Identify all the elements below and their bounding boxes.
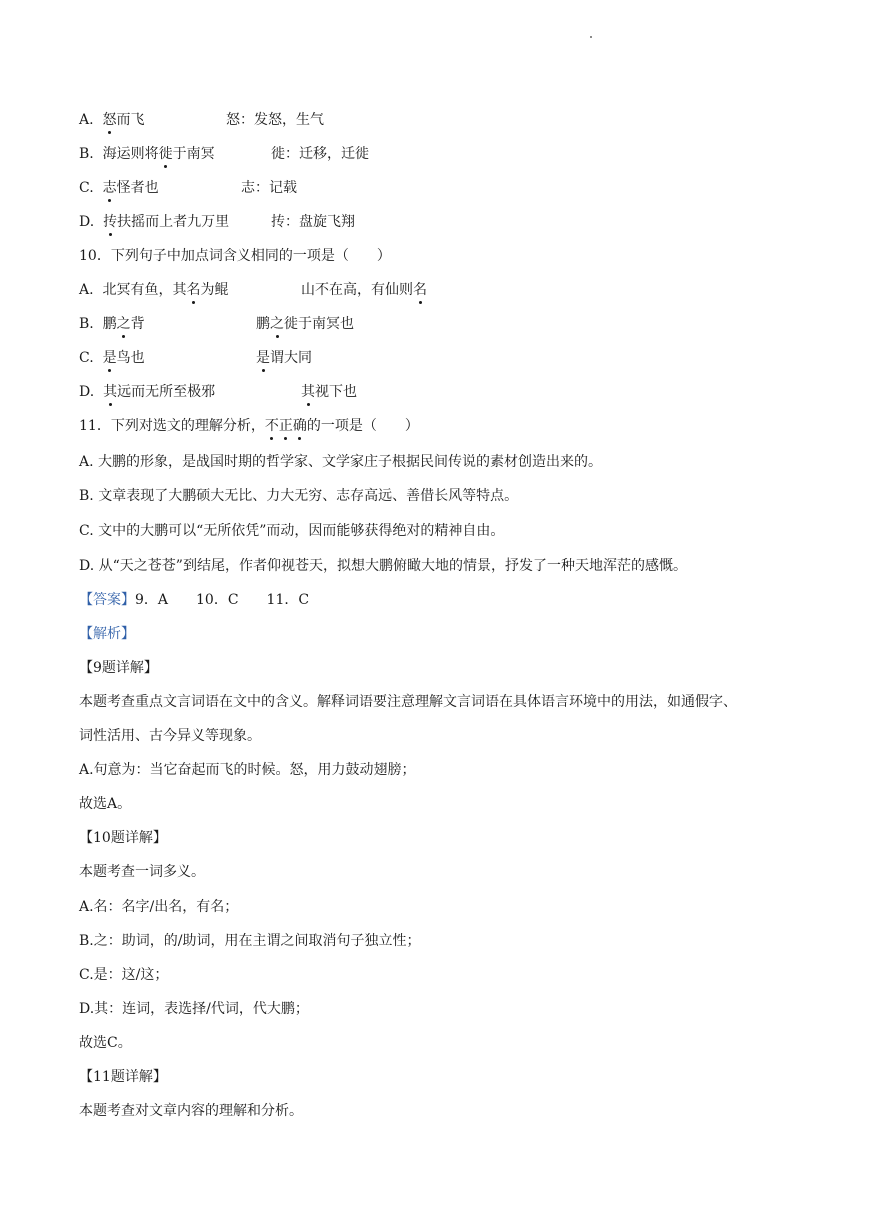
analysis-line: 本题考查对文章内容的理解和分析。 bbox=[79, 1103, 303, 1119]
q11-option-a: A. 大鹏的形象，是战国时期的哲学家、文学家庄子根据民间传说的素材创造出来的。 bbox=[79, 454, 603, 470]
q10-option-b-right: 鹏之徙于南冥也 bbox=[256, 316, 354, 332]
q9-option-c: C. 志怪者也 bbox=[79, 180, 159, 196]
q9-option-b: B. 海运则将徙于南冥 bbox=[79, 146, 215, 162]
analysis-label: 【解析】 bbox=[79, 626, 135, 642]
analysis-heading-9: 【9题详解】 bbox=[79, 660, 158, 676]
header-mark bbox=[590, 36, 592, 38]
q11-option-d: D. 从“天之苍苍”到结尾，作者仰视苍天，拟想大鹏俯瞰大地的情景，抒发了一种天地浑茫的感慨。 bbox=[79, 558, 687, 574]
q10-option-c: C. 是鸟也 bbox=[79, 350, 145, 366]
analysis-line: A.名：名字/出名，有名； bbox=[79, 899, 239, 915]
q11-stem: 11．下列对选文的理解分析，不正确的一项是（ ） bbox=[79, 418, 419, 434]
answer-line bbox=[79, 590, 309, 610]
q10-stem: 10．下列句子中加点词含义相同的一项是（ ） bbox=[79, 248, 391, 264]
analysis-line: 故选C。 bbox=[79, 1035, 132, 1051]
q10-option-a: A. 北冥有鱼，其名为鲲 bbox=[79, 282, 229, 298]
q9-option-a-gloss: 怒：发怒，生气 bbox=[226, 112, 324, 128]
q10-option-c-right: 是谓大同 bbox=[256, 350, 312, 366]
analysis-line: 本题考查重点文言词语在文中的含义。解释词语要注意理解文言词语在具体语言环境中的用法，如通假字、 bbox=[79, 694, 737, 710]
q11-option-b: B. 文章表现了大鹏硕大无比、力大无穷、志存高远、善借长风等特点。 bbox=[79, 488, 519, 504]
q10-option-b: B. 鹏之背 bbox=[79, 316, 145, 332]
analysis-line: D.其：连词，表选择/代词，代大鹏； bbox=[79, 1001, 309, 1017]
analysis-line: B.之：助词，的/助词，用在主谓之间取消句子独立性； bbox=[79, 933, 421, 949]
answer-text: 9．A 10．C 11．C bbox=[135, 592, 310, 608]
analysis-heading-10: 【10题详解】 bbox=[79, 830, 167, 846]
analysis-line: A.句意为：当它奋起而飞的时候。怒，用力鼓动翅膀； bbox=[79, 762, 416, 778]
analysis-line: 故选A。 bbox=[79, 796, 132, 812]
q10-option-a-right: 山不在高，有仙则名 bbox=[301, 282, 427, 298]
q9-option-d: D. 抟扶摇而上者九万里 bbox=[79, 214, 230, 230]
q10-option-d-right: 其视下也 bbox=[301, 384, 357, 400]
q9-option-a: A. 怒而飞 bbox=[79, 112, 145, 128]
q10-option-d: D. 其远而无所至极邪 bbox=[79, 384, 216, 400]
q9-option-c-gloss: 志：记载 bbox=[241, 180, 297, 196]
analysis-heading-11: 【11题详解】 bbox=[79, 1069, 167, 1085]
q9-option-b-gloss: 徙：迁移，迁徙 bbox=[271, 146, 369, 162]
analysis-line: 本题考查一词多义。 bbox=[79, 864, 205, 880]
q11-option-c: C. 文中的大鹏可以“无所依凭”而动，因而能够获得绝对的精神自由。 bbox=[79, 523, 505, 539]
analysis-line: C.是：这/这； bbox=[79, 967, 169, 983]
answer-label: 【答案】 bbox=[79, 592, 135, 608]
analysis-line: 词性活用、古今异义等现象。 bbox=[79, 728, 261, 744]
q9-option-d-gloss: 抟：盘旋飞翔 bbox=[271, 214, 355, 230]
